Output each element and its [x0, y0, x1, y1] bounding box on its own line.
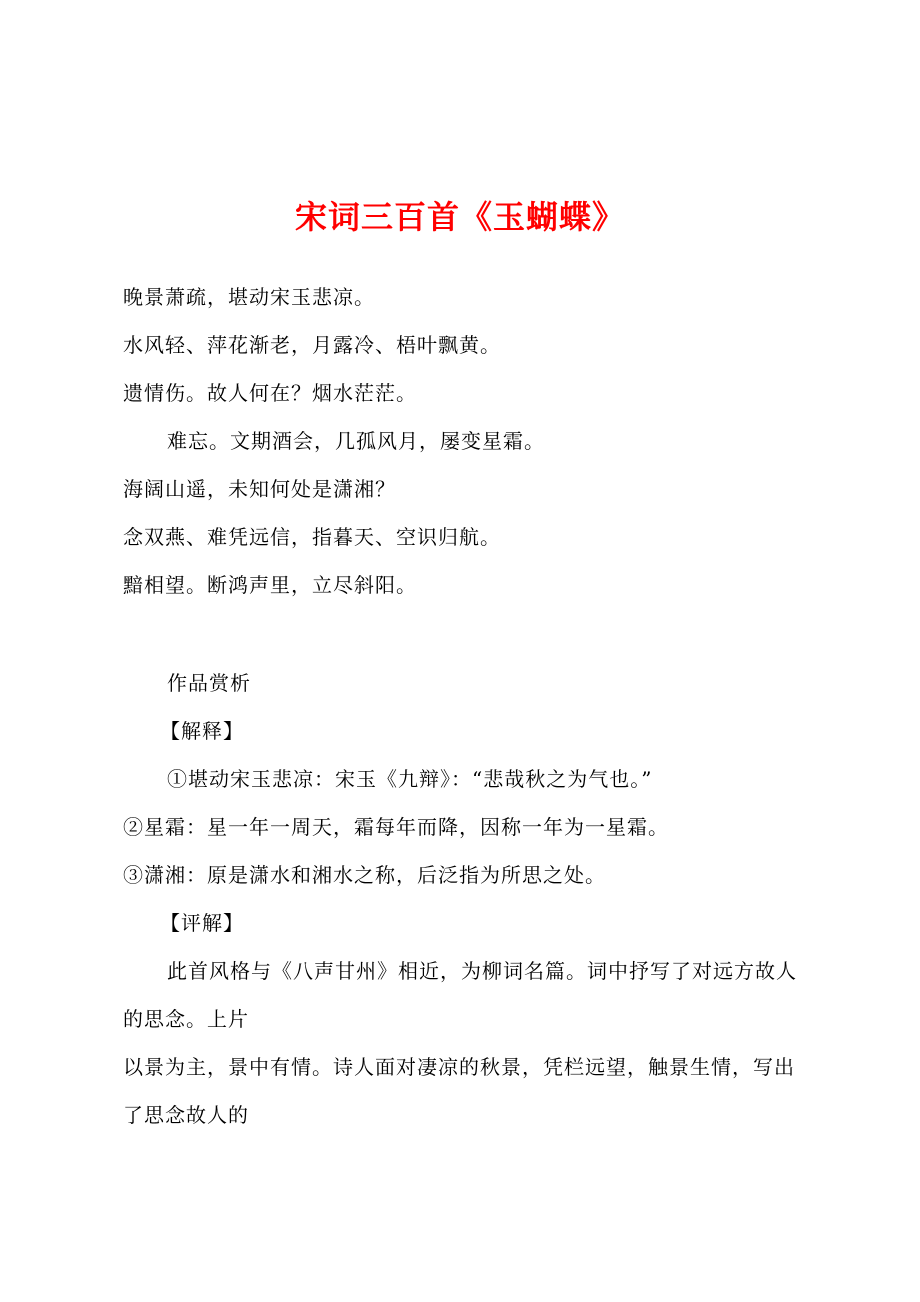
poem-line: 晚景萧疏，堪动宋玉悲凉。 [123, 285, 375, 309]
note-item: ③潇湘：原是潇水和湘水之称，后泛指为所思之处。 [123, 863, 606, 887]
poem-line: 遗情伤。故人何在？烟水茫茫。 [123, 381, 417, 405]
poem-line: 水风轻、萍花渐老，月露冷、梧叶飘黄。 [123, 333, 501, 357]
analysis-heading: 作品赏析 [167, 671, 251, 695]
poem-line: 难忘。文期酒会，几孤风月，屡变星霜。 [167, 429, 545, 453]
commentary-heading: 【评解】 [160, 911, 244, 935]
commentary-text: 以景为主，景中有情。诗人面对凄凉的秋景，凭栏远望，触景生情，写出了思念故人的 [123, 1055, 795, 1127]
poem-line: 黯相望。断鸿声里，立尽斜阳。 [123, 573, 417, 597]
commentary-paragraph [123, 1043, 813, 1139]
commentary-text: 此首风格与《八声甘州》相近，为柳词名篇。词中抒写了对远方故人的思念。上片 [123, 959, 797, 1031]
notes-heading: 【解释】 [160, 719, 244, 743]
poem-line: 海阔山遥，未知何处是潇湘？ [123, 477, 396, 501]
page-title: 宋词三百首《玉蝴蝶》 [294, 198, 625, 236]
note-item: ①堪动宋玉悲凉：宋玉《九辩》：“悲哉秋之为气也。” [167, 767, 653, 791]
poem-line: 念双燕、难凭远信，指暮天、空识归航。 [123, 525, 501, 549]
commentary-paragraph [123, 947, 813, 1043]
note-item: ②星霜：星一年一周天，霜每年而降，因称一年为一星霜。 [123, 815, 669, 839]
